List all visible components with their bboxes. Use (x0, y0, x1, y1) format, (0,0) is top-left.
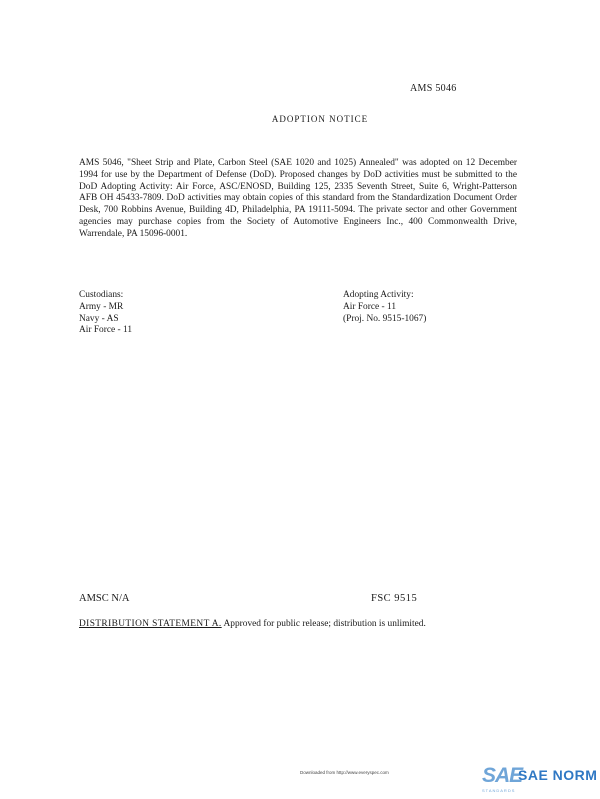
adopting-activity-heading: Adopting Activity: (343, 290, 414, 300)
fsc-label: FSC 9515 (371, 593, 418, 604)
custodian-army: Army - MR (79, 301, 124, 312)
amsc-label: AMSC N/A (79, 593, 130, 604)
sae-norm-logo (482, 764, 598, 796)
custodian-air-force: Air Force - 11 (79, 325, 133, 336)
adoption-paragraph: AMS 5046, "Sheet Strip and Plate, Carbon Steel (SAE 1020 and 1025) Annealed" was adopted on 12 December 1994 for use by the Department of Defense (DoD). Proposed changes by DoD activities must be submitted to the DoD Adopting Activity: Air Force, ASC/ENOSD, Building 125, 2335 Seventh Street, Suite 6, Wright-Patterson AFB OH 45433-7809. DoD activities may obtain copies of this standard from the Standardization Document Order Desk, 700 Robbins Avenue, Building 4D, Philadelphia, PA 19111-5094. The private sector and other Government agencies may purchase copies from the Society of Automotive Engineers Inc., 400 Commonwealth Drive, Warrendale, PA 15096-0001. (79, 158, 517, 239)
download-note: Downloaded from http://www.everyspec.com (300, 770, 389, 775)
distribution-statement (79, 619, 426, 629)
sae-norm-logo-text: SAE NORM (518, 767, 598, 783)
adopting-activity-block (343, 290, 426, 325)
sae-norm-logo-subtext: STANDARDS (482, 788, 516, 793)
custodians-block (79, 290, 132, 337)
adopting-activity-air-force: Air Force - 11 (343, 301, 397, 312)
distribution-statement-text: Approved for public release; distribution is unlimited. (221, 619, 426, 629)
page-title: ADOPTION NOTICE (271, 114, 369, 124)
document-id: AMS 5046 (410, 83, 457, 94)
custodian-navy: Navy - AS (79, 313, 119, 324)
custodians-heading: Custodians: (79, 290, 124, 300)
project-number: (Proj. No. 9515-1067) (343, 313, 427, 324)
distribution-statement-label: DISTRIBUTION STATEMENT A. (79, 619, 222, 629)
sae-logo-mark: SAE (482, 764, 523, 787)
